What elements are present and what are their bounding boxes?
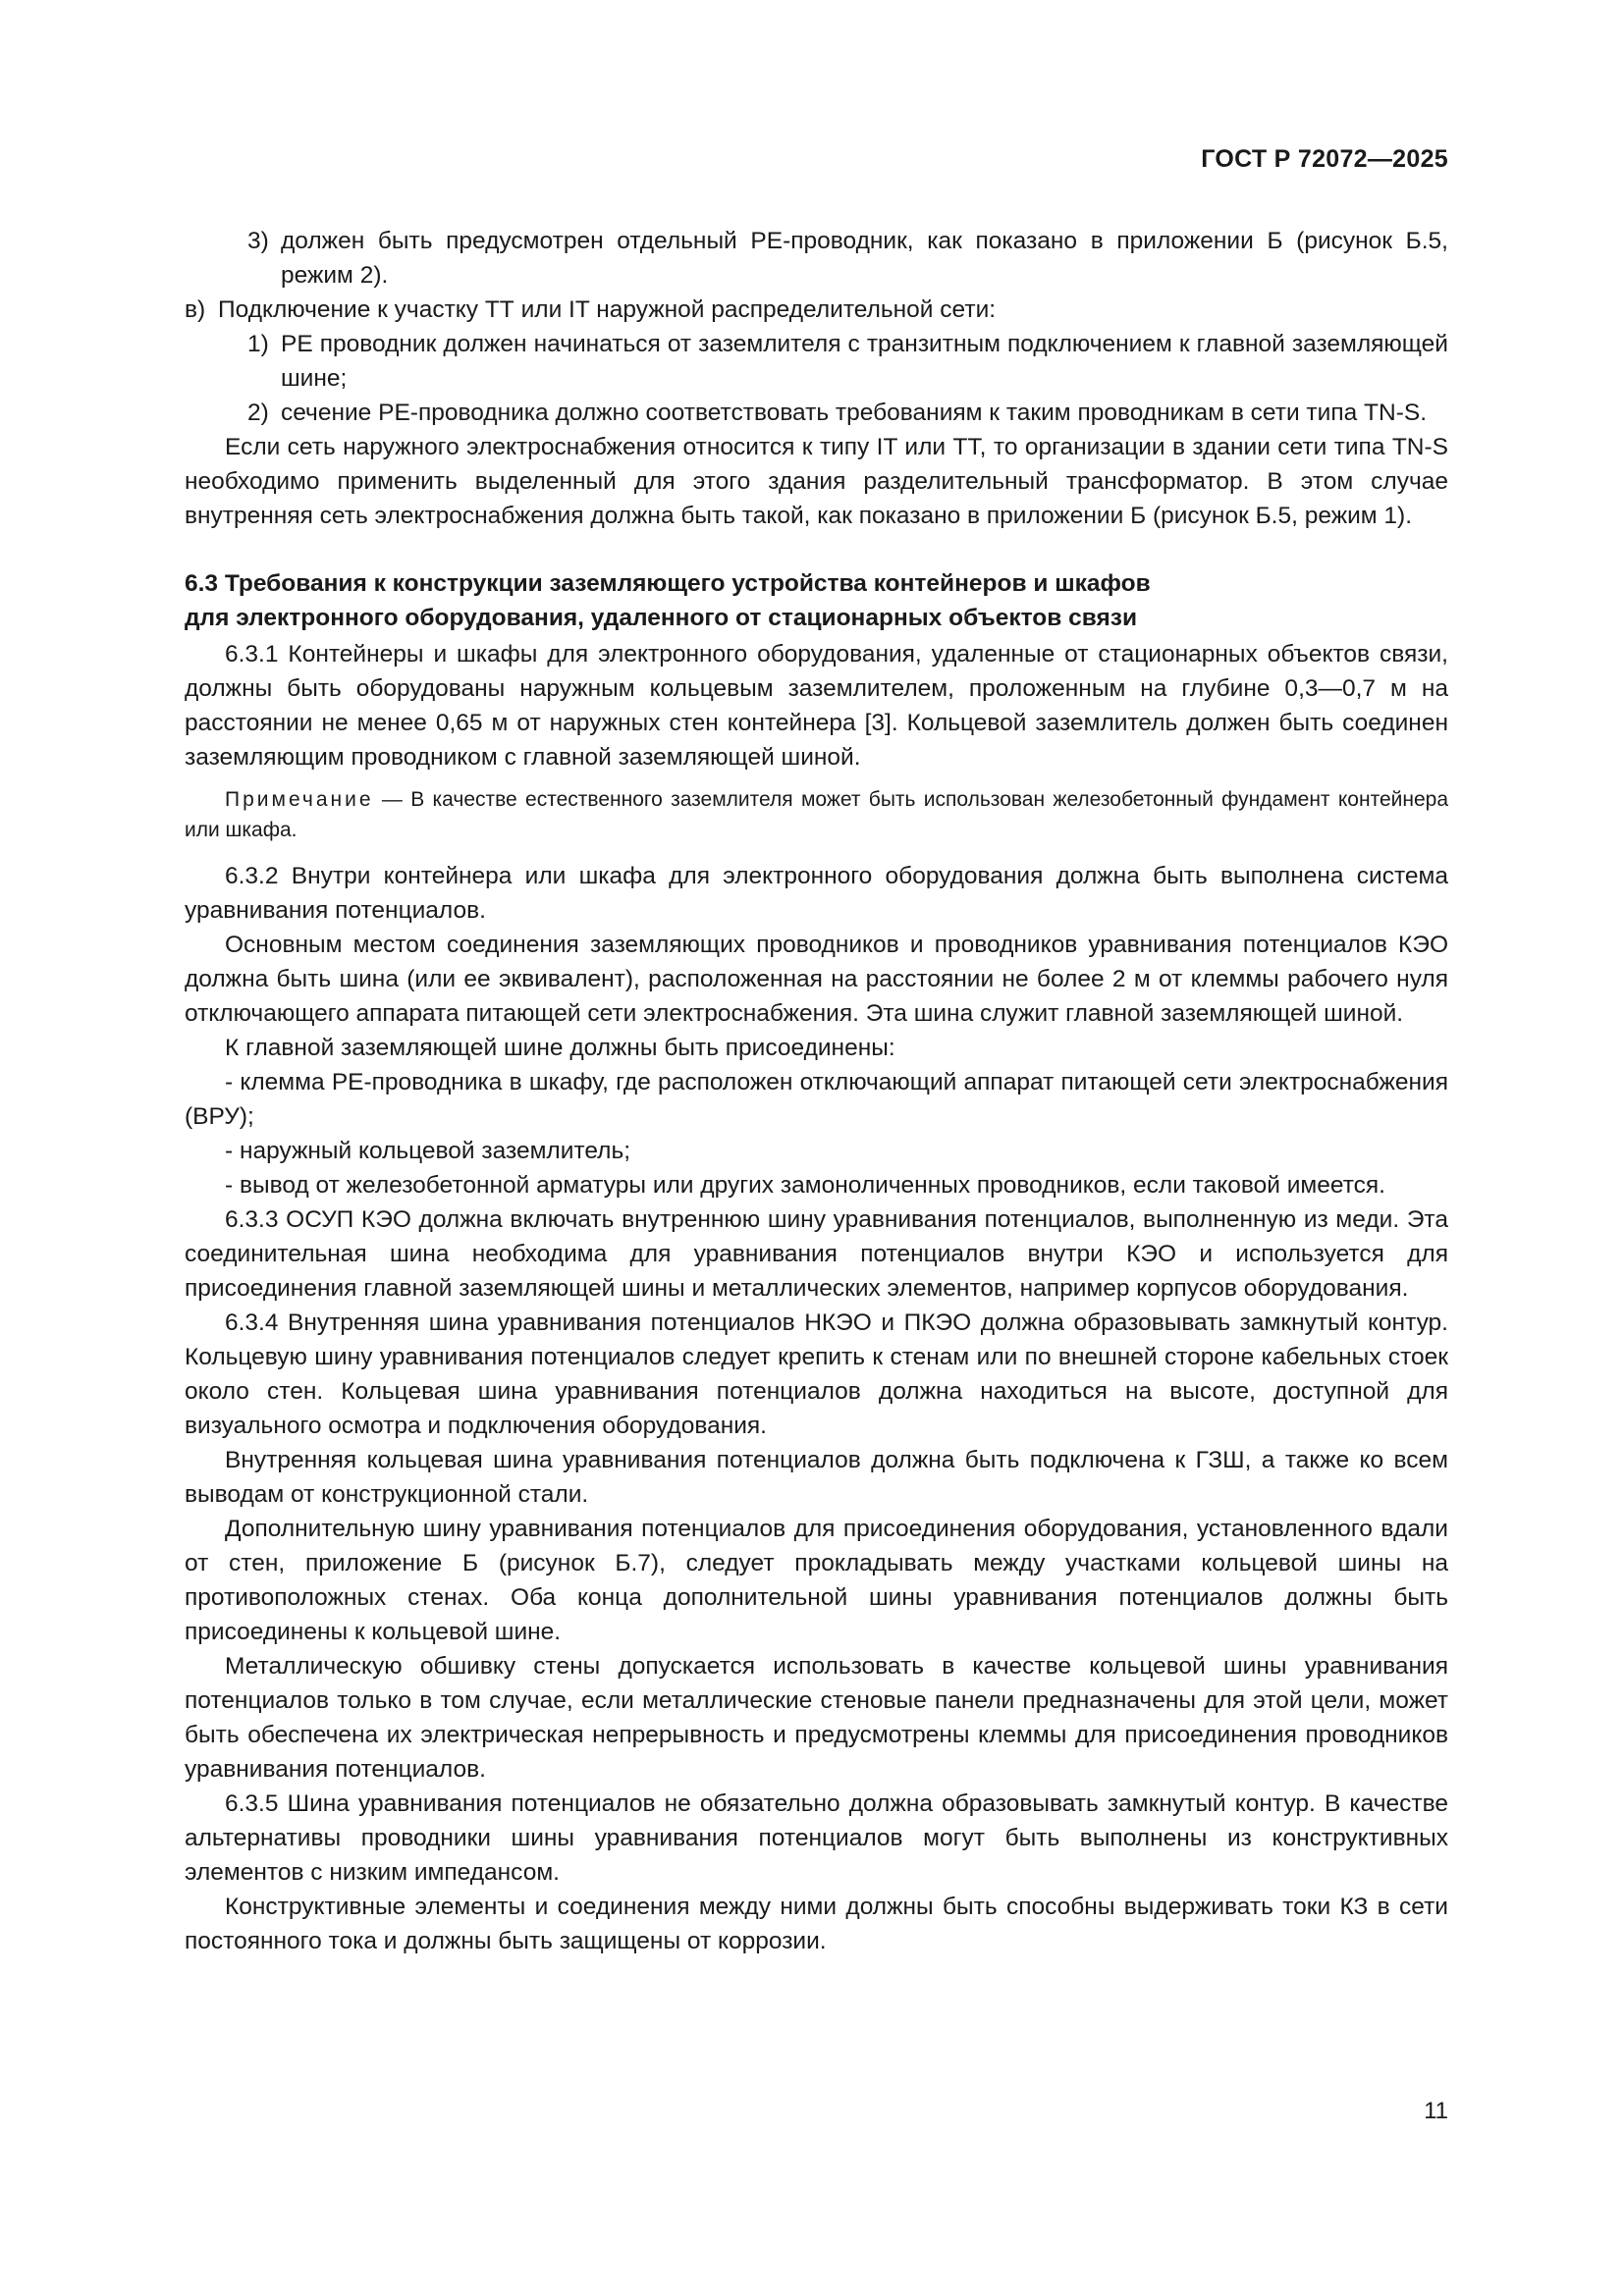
list-item-1: [185, 327, 1448, 396]
list-item-text: сечение РЕ-проводника должно соответствовать требованиям к таким проводникам в сети типа TN-S.: [281, 400, 1428, 426]
paragraph-6-3-3: 6.3.3 ОСУП КЭО должна включать внутреннюю шину уравнивания потенциалов, выполненную из меди. Эта соединительная шина необходима для уравнивания потенциалов внутри КЭО и используется для присоединения главной заземляющей шины и металлических элементов, например корпусов оборудования.: [185, 1206, 1448, 1302]
list-item-3: [185, 224, 1448, 293]
note-text: — В качестве естественного заземлителя может быть использован железобетонный фундамент контейнера или шкафа.: [185, 788, 1448, 841]
list-item-2: [185, 396, 1448, 430]
paragraph-main-connection-place: Основным местом соединения заземляющих проводников и проводников уравнивания потенциалов КЭО должна быть шина (или ее эквивалент), расположенная на расстоянии не более 2 м от клеммы рабочего нуля отключающего аппарата питающей сети электроснабжения. Эта шина служит главной заземляющей шиной.: [185, 932, 1448, 1027]
document-code-header: ГОСТ Р 72072—2025: [1201, 145, 1448, 173]
note-label: Примечание: [225, 788, 374, 811]
list-item-number: 3): [247, 228, 269, 254]
document-body: [185, 224, 1448, 1958]
section-heading-line-2: для электронного оборудования, удаленного от стационарных объектов связи: [185, 605, 1138, 631]
list-item-text: должен быть предусмотрен отдельный РЕ-проводник, как показано в приложении Б (рисунок Б.5, режим 2).: [281, 228, 1448, 289]
paragraph-metal-cladding: Металлическую обшивку стены допускается использовать в качестве кольцевой шины уравнивания потенциалов только в том случае, если металлические стеновые панели предназначены для этой цели, может быть обеспечена их электрическая непрерывность и предусмотрены клеммы для присоединения проводников уравнивания потенциалов.: [185, 1653, 1448, 1783]
section-heading-line-1: 6.3 Требования к конструкции заземляющего устройства контейнеров и шкафов: [185, 570, 1151, 597]
list-item-letter: в): [185, 296, 206, 323]
paragraph-6-3-5: 6.3.5 Шина уравнивания потенциалов не обязательно должна образовывать замкнутый контур. В качестве альтернативы проводники шины уравнивания потенциалов могут быть выполнены из конструктивных элементов с низким импедансом.: [185, 1790, 1448, 1886]
dash-list-item: - клемма РЕ-проводника в шкафу, где расположен отключающий аппарат питающей сети электроснабжения (ВРУ);: [185, 1069, 1448, 1130]
list-item-v: [185, 293, 1448, 327]
list-item-text: РЕ проводник должен начинаться от заземлителя с транзитным подключением к главной заземляющей шине;: [281, 331, 1448, 392]
paragraph-6-3-4: 6.3.4 Внутренняя шина уравнивания потенциалов НКЭО и ПКЭО должна образовывать замкнутый контур. Кольцевую шину уравнивания потенциалов следует крепить к стенам или по внешней стороне кабельных стоек около стен. Кольцевая шина уравнивания потенциалов должна находиться на высоте, доступной для визуального осмотра и подключения оборудования.: [185, 1309, 1448, 1439]
list-item-number: 1): [247, 331, 269, 357]
list-item-number: 2): [247, 400, 269, 426]
list-item-text: Подключение к участку ТТ или IT наружной распределительной сети:: [218, 296, 997, 323]
paragraph-6-3-1: 6.3.1 Контейнеры и шкафы для электронного оборудования, удаленные от стационарных объектов связи, должны быть оборудованы наружным кольцевым заземлителем, проложенным на глубине 0,3—0,7 м на расстоянии не менее 0,65 м от наружных стен контейнера [3]. Кольцевой заземлитель должен быть соединен заземляющим проводником с главной заземляющей шиной.: [185, 641, 1448, 771]
dash-list-item: - наружный кольцевой заземлитель;: [225, 1138, 631, 1164]
paragraph-6-3-2: 6.3.2 Внутри контейнера или шкафа для электронного оборудования должна быть выполнена система уравнивания потенциалов.: [185, 863, 1448, 924]
paragraph-network-type: Если сеть наружного электроснабжения относится к типу IT или ТТ, то организации в здании сети типа TN-S необходимо применить выделенный для этого здания разделительный трансформатор. В этом случае внутренняя сеть электроснабжения должна быть такой, как показано в приложении Б (рисунок Б.5, режим 1).: [185, 434, 1448, 529]
paragraph-to-main-bus: К главной заземляющей шине должны быть присоединены:: [225, 1035, 895, 1061]
paragraph-ring-bus: Внутренняя кольцевая шина уравнивания потенциалов должна быть подключена к ГЗШ, а также ко всем выводам от конструкционной стали.: [185, 1447, 1448, 1508]
section-heading-6-3: [185, 566, 1448, 635]
paragraph-constructive-elements: Конструктивные элементы и соединения между ними должны быть способны выдерживать токи КЗ в сети постоянного тока и должны быть защищены от коррозии.: [185, 1894, 1448, 1954]
paragraph-additional-bus: Дополнительную шину уравнивания потенциалов для присоединения оборудования, установленного вдали от стен, приложение Б (рисунок Б.7), следует прокладывать между участками кольцевой шины на противоположных стенах. Оба конца дополнительной шины уравнивания потенциалов должны быть присоединены к кольцевой шине.: [185, 1516, 1448, 1645]
note: [185, 784, 1448, 845]
page-number: 11: [1424, 2098, 1448, 2124]
dash-list-item: - вывод от железобетонной арматуры или других замоноличенных проводников, если таковой имеется.: [225, 1172, 1385, 1199]
